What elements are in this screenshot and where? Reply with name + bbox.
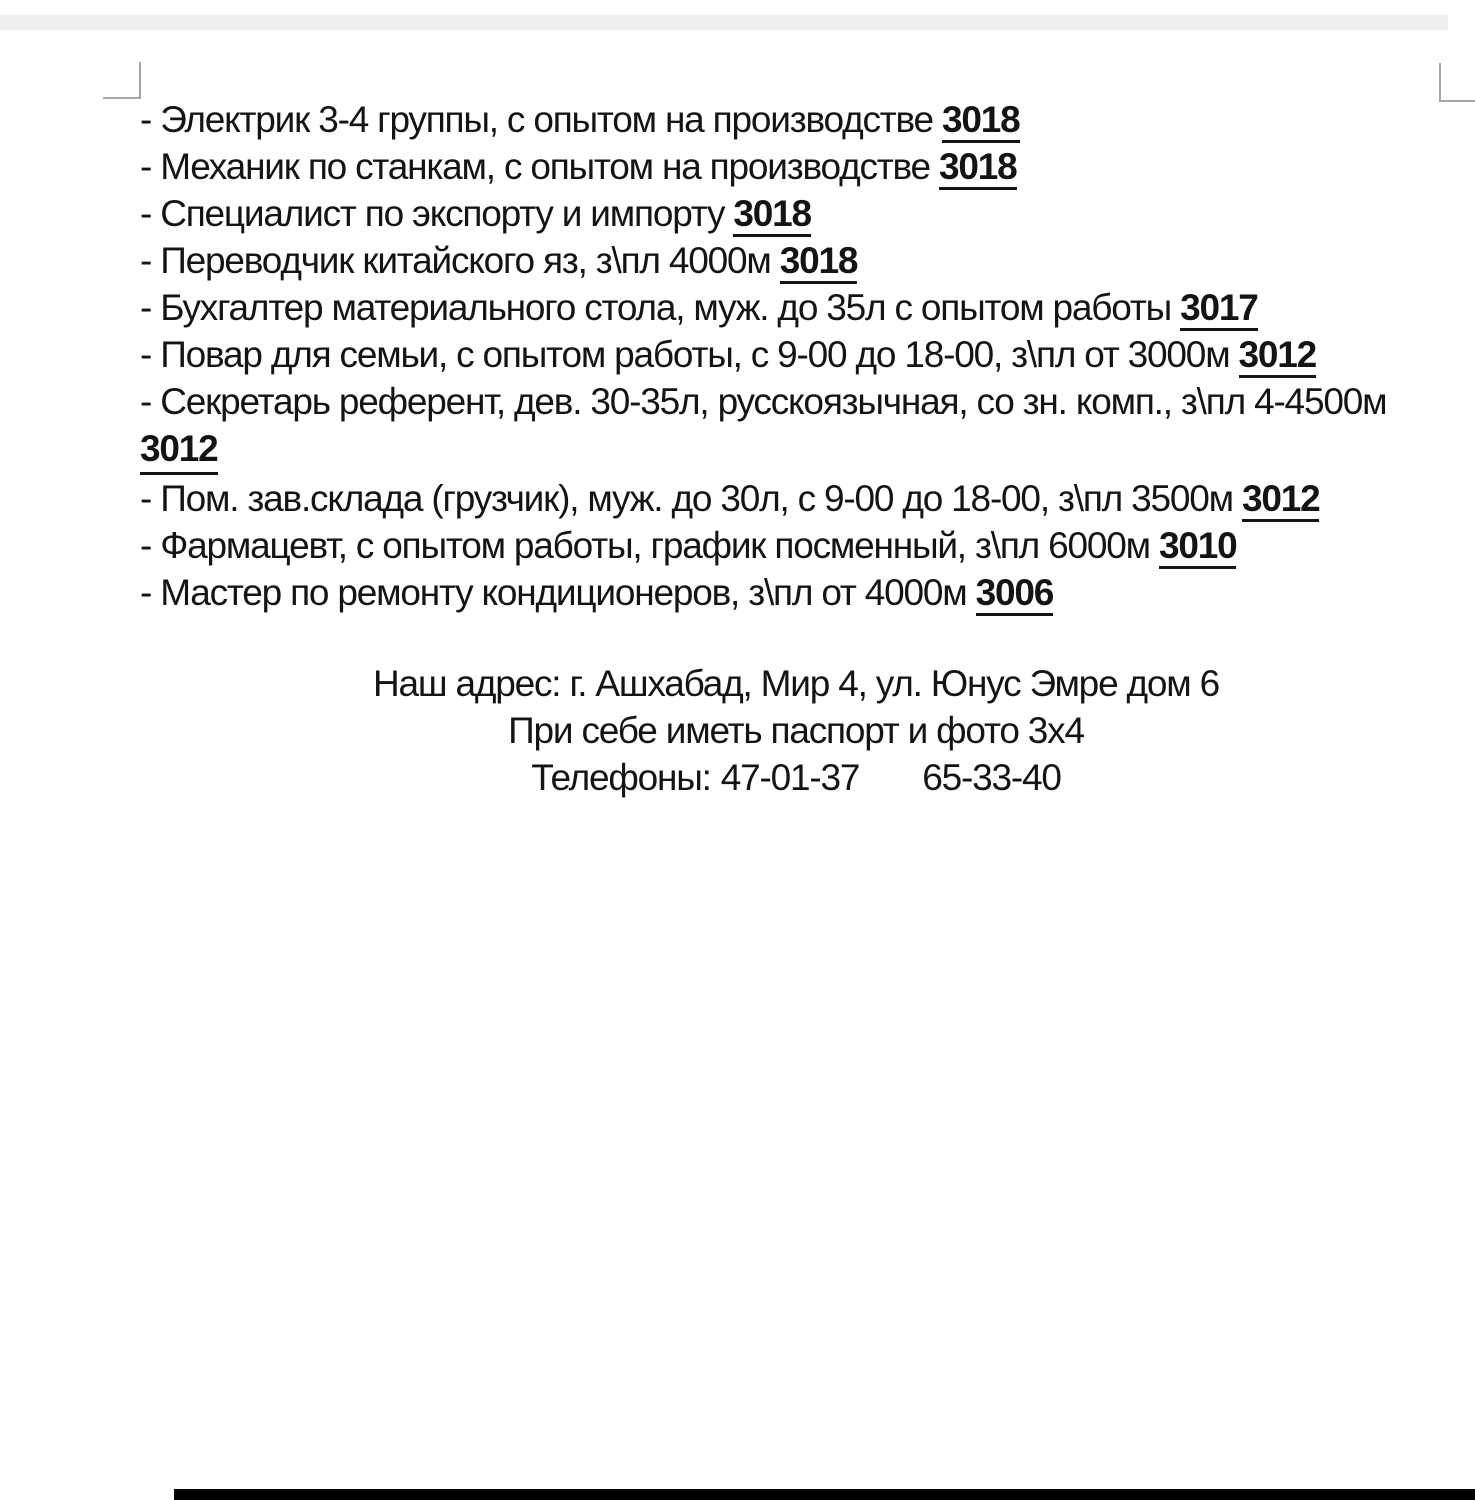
vacancy-code: 3018	[939, 146, 1017, 190]
address-line: Наш адрес: г. Ашхабад, Мир 4, ул. Юнус Эмре дом 6	[373, 663, 1219, 704]
vacancy-code: 3012	[140, 425, 218, 475]
phones-label: Телефоны:	[531, 757, 711, 798]
vacancy-text: - Специалист по экспорту и импорту	[140, 193, 734, 234]
vacancy-text: - Бухгалтер материального стола, муж. до 35л с опытом работы	[140, 287, 1181, 328]
phones-line	[140, 754, 1452, 801]
vacancy-code: 3012	[1242, 478, 1320, 522]
vacancy-line	[140, 331, 1452, 378]
vacancy-line	[140, 143, 1452, 190]
vacancy-line	[140, 522, 1452, 569]
vacancy-text: - Фармацевт, с опытом работы, график посменный, з\пл 6000м	[140, 525, 1159, 566]
vacancy-code: 3006	[976, 572, 1054, 616]
vacancy-text: - Переводчик китайского яз, з\пл 4000м	[140, 240, 780, 281]
phone-number-1: 47-01-37	[720, 757, 860, 798]
vacancy-line	[140, 190, 1452, 237]
note-line: При себе иметь паспорт и фото 3х4	[508, 710, 1084, 751]
vacancy-code: 3017	[1180, 287, 1258, 331]
vacancy-code: 3018	[780, 240, 858, 284]
vacancy-line	[140, 378, 1452, 475]
vacancy-text: - Механик по станкам, с опытом на производстве	[140, 146, 940, 187]
vacancy-line	[140, 569, 1452, 616]
vacancy-code: 3018	[942, 99, 1020, 143]
page-corner-mark-left	[103, 62, 141, 99]
vacancy-code: 3012	[1239, 334, 1317, 378]
vacancy-line	[140, 96, 1452, 143]
top-band	[0, 15, 1448, 30]
vacancy-line	[140, 475, 1452, 522]
vacancy-line	[140, 284, 1452, 331]
document-content	[140, 96, 1452, 801]
vacancy-text: - Пом. зав.склада (грузчик), муж. до 30л, с 9-00 до 18-00, з\пл 3500м	[140, 478, 1242, 519]
vacancy-text: - Мастер по ремонту кондиционеров, з\пл от 4000м	[140, 572, 976, 613]
vacancy-line	[140, 237, 1452, 284]
vacancy-text: - Секретарь референт, дев. 30-35л, русскоязычная, со зн. комп., з\пл 4-4500м	[140, 381, 1387, 422]
vacancy-code: 3018	[733, 193, 811, 237]
phone-number-2: 65-33-40	[922, 757, 1061, 798]
vacancy-text: - Повар для семьи, с опытом работы, с 9-00 до 18-00, з\пл от 3000м	[140, 334, 1239, 375]
footer	[140, 660, 1452, 801]
vacancy-text: - Электрик 3-4 группы, с опытом на производстве	[140, 99, 942, 140]
bottom-bar	[174, 1489, 1475, 1500]
vacancy-code: 3010	[1159, 525, 1237, 569]
vacancy-list	[140, 96, 1452, 616]
